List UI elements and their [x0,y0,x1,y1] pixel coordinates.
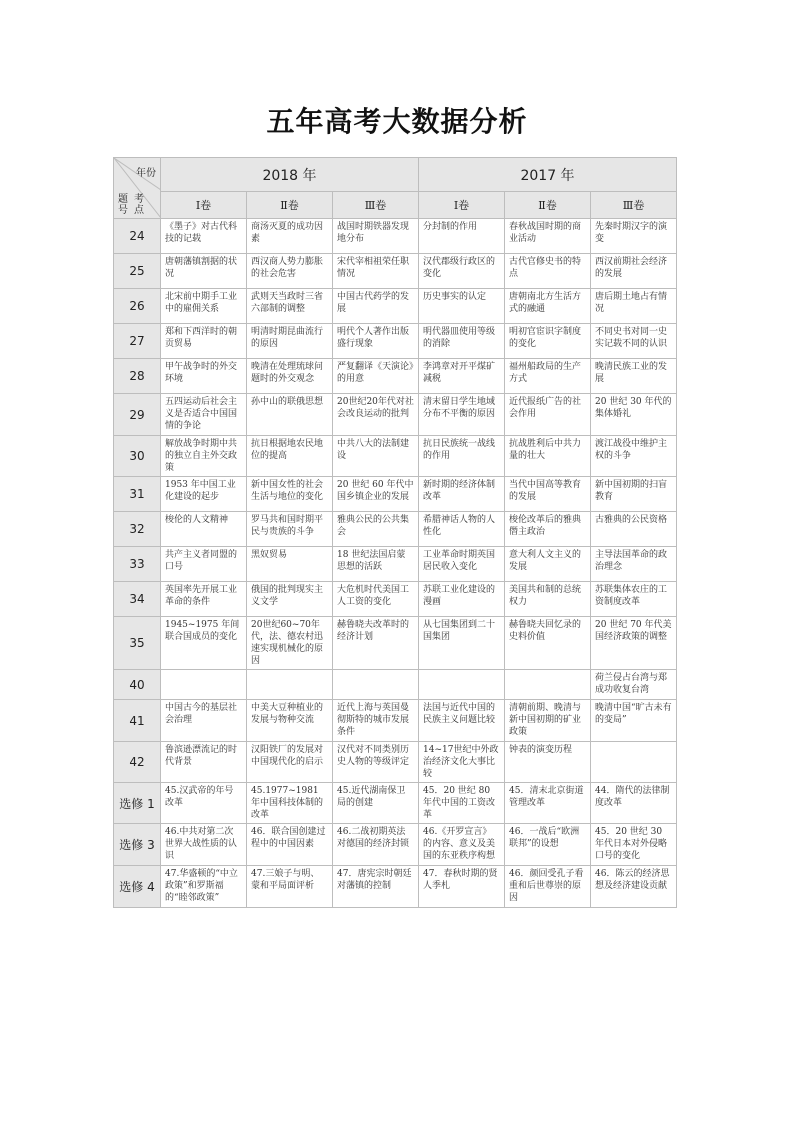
topic-cell [161,670,247,700]
topic-cell: 战国时期铁器发现地分布 [333,219,419,254]
topic-cell: 新中国女性的社会生活与地位的变化 [247,477,333,512]
topic-cell: 近代上海与英国曼彻斯特的城市发展条件 [333,700,419,742]
topic-cell: 郑和下西洋时的朝贡贸易 [161,324,247,359]
table-row [114,359,677,394]
question-number: 选修 3 [114,824,161,866]
corner-topic-label: 考 点 [134,194,144,216]
topic-cell [333,670,419,700]
table-row [114,254,677,289]
table-row [114,783,677,824]
topic-cell: 抗战胜利后中共力量的壮大 [505,436,591,477]
topic-cell: 47．春秋时期的贤人季札 [419,866,505,908]
volume-header: Ⅱ卷 [247,192,333,219]
table-row [114,824,677,866]
topic-cell: 47.华盛顿的“中立政策”和罗斯福的“睦邻政策” [161,866,247,908]
topic-cell: 44．隋代的法律制度改革 [591,783,677,824]
page-title: 五年高考大数据分析 [266,105,528,138]
topic-cell: 赫鲁晓夫改革时的经济计划 [333,617,419,670]
corner-year-label: 年份 [136,168,156,179]
topic-cell: 20 世纪 60 年代中国乡镇企业的发展 [333,477,419,512]
table-row [114,436,677,477]
topic-cell: 45.汉武帝的年号改革 [161,783,247,824]
question-number: 选修 4 [114,866,161,908]
topic-cell: 20世纪60~70年代，法、德农村迅速实现机械化的原因 [247,617,333,670]
topic-cell: 共产主义者同盟的口号 [161,547,247,582]
table-row [114,477,677,512]
topic-cell: 先秦时期汉字的演变 [591,219,677,254]
table-row [114,617,677,670]
topic-cell: 钟表的演变历程 [505,742,591,783]
topic-cell: 工业革命时期英国居民收入变化 [419,547,505,582]
year-header-2018: 2018 年 [161,158,419,192]
table-row [114,219,677,254]
table-row [114,670,677,700]
topic-cell: 46．颜回受孔子看重和后世尊崇的原因 [505,866,591,908]
topic-cell: 45．清末北京街道管理改革 [505,783,591,824]
volume-header: Ⅰ卷 [161,192,247,219]
topic-cell: 45．20 世纪 80 年代中国的工资改革 [419,783,505,824]
topic-cell: 抗日民族统一战线的作用 [419,436,505,477]
question-number: 35 [114,617,161,670]
table-row [114,324,677,359]
topic-cell: 意大利人文主义的发展 [505,547,591,582]
topic-cell: 商汤灭夏的成功因素 [247,219,333,254]
topic-cell: 46．一战后“欧洲联邦”的设想 [505,824,591,866]
topic-cell: 甲午战争时的外交环境 [161,359,247,394]
topic-cell: 希腊神话人物的人性化 [419,512,505,547]
topic-cell: 大危机时代美国工人工资的变化 [333,582,419,617]
table-row [114,547,677,582]
topic-cell: 晚清在处理琉球问题时的外交观念 [247,359,333,394]
topic-cell [505,670,591,700]
topic-cell: 47.三娘子与明、蒙和平局面评析 [247,866,333,908]
topic-cell: 雅典公民的公共集会 [333,512,419,547]
topic-cell: 五四运动后社会主义是否适合中国国情的争论 [161,394,247,436]
topic-cell [419,670,505,700]
question-number: 27 [114,324,161,359]
topic-cell: 孙中山的联俄思想 [247,394,333,436]
topic-cell: 47．唐宪宗时朝廷对藩镇的控制 [333,866,419,908]
table-row [114,742,677,783]
topic-cell: 新中国初期的扫盲教育 [591,477,677,512]
volume-header: Ⅲ卷 [591,192,677,219]
topic-cell: 中美大豆种植业的发展与物种交流 [247,700,333,742]
topic-cell: 美国共和制的总统权力 [505,582,591,617]
topic-cell: 分封制的作用 [419,219,505,254]
topic-cell: 45.1977~1981 年中国科技体制的改革 [247,783,333,824]
topic-cell: 当代中国高等教育的发展 [505,477,591,512]
topic-cell: 1945~1975 年间联合国成员的变化 [161,617,247,670]
topic-cell: 古代官修史书的特点 [505,254,591,289]
topic-cell: 45.近代湖南保卫局的创建 [333,783,419,824]
topic-cell: 1953 年中国工业化建设的起步 [161,477,247,512]
topic-cell: 苏联工业化建设的漫画 [419,582,505,617]
topic-cell: 宋代宰相祖荣任职情况 [333,254,419,289]
topic-cell: 武则天当政时三省六部制的调整 [247,289,333,324]
question-number: 选修 1 [114,783,161,824]
topic-cell: 梭伦的人文精神 [161,512,247,547]
table-row [114,394,677,436]
topic-cell: 李鸿章对开平煤矿减税 [419,359,505,394]
topic-cell [591,742,677,783]
topic-cell: 晚清中国“旷古未有的变局” [591,700,677,742]
topic-cell: 清朝前期、晚清与新中国初期的矿业政策 [505,700,591,742]
topic-cell: 古雅典的公民资格 [591,512,677,547]
topic-cell: 汉代对不同类别历史人物的等级评定 [333,742,419,783]
topic-cell: 罗马共和国时期平民与贵族的斗争 [247,512,333,547]
topic-cell: 46.中共对第二次世界大战性质的认识 [161,824,247,866]
topic-cell: 西汉前期社会经济的发展 [591,254,677,289]
topic-cell: 唐朝藩镇割据的状况 [161,254,247,289]
volume-header: Ⅰ卷 [419,192,505,219]
question-number: 30 [114,436,161,477]
topic-cell: 明清时期昆曲流行的原因 [247,324,333,359]
topic-cell: 明代器皿使用等级的消除 [419,324,505,359]
topic-cell: 明代个人著作出版盛行现象 [333,324,419,359]
question-number: 40 [114,670,161,700]
topic-cell: 中国古今的基层社会治理 [161,700,247,742]
question-number: 41 [114,700,161,742]
topic-cell: 黑奴贸易 [247,547,333,582]
topic-cell: 主导法国革命的政治理念 [591,547,677,582]
topic-cell: 《墨子》对古代科技的记载 [161,219,247,254]
topic-cell: 鲁滨逊漂流记的时代背景 [161,742,247,783]
topic-cell: 解放战争时期中共的独立自主外交政策 [161,436,247,477]
topic-cell: 45．20 世纪 30 年代日本对外侵略口号的变化 [591,824,677,866]
question-number: 34 [114,582,161,617]
table-row [114,700,677,742]
question-number: 29 [114,394,161,436]
topic-cell: 新时期的经济体制改革 [419,477,505,512]
topic-cell: 清末留日学生地域分布不平衡的原因 [419,394,505,436]
question-number: 24 [114,219,161,254]
topic-cell [247,670,333,700]
topic-cell: 晚清民族工业的发展 [591,359,677,394]
topic-cell: 赫鲁晓夫回忆录的史料价值 [505,617,591,670]
topic-cell: 46．陈云的经济思想及经济建设贡献 [591,866,677,908]
table-row [114,512,677,547]
topic-cell: 18 世纪法国启蒙思想的活跃 [333,547,419,582]
topic-cell: 汉阳铁厂的发展对中国现代化的启示 [247,742,333,783]
topic-cell: 抗日根据地农民地位的提高 [247,436,333,477]
topic-cell: 法国与近代中国的民族主义问题比较 [419,700,505,742]
topic-cell: 不同史书对同一史实记载不同的认识 [591,324,677,359]
topic-cell: 渡江战役中维护主权的斗争 [591,436,677,477]
topic-cell: 福州船政局的生产方式 [505,359,591,394]
topic-cell: 唐朝南北方生活方式的融通 [505,289,591,324]
year-header-2017: 2017 年 [419,158,677,192]
topic-cell: 严复翻译《天演论》的用意 [333,359,419,394]
table-row [114,289,677,324]
question-number: 25 [114,254,161,289]
topic-cell: 苏联集体农庄的工资制度改革 [591,582,677,617]
table-row [114,866,677,908]
volume-header: Ⅱ卷 [505,192,591,219]
topic-cell: 14~17世纪中外政治经济文化大事比较 [419,742,505,783]
question-number: 33 [114,547,161,582]
topic-cell: 46.二战初期英法对德国的经济封锁 [333,824,419,866]
topic-cell: 梭伦改革后的雅典僭主政治 [505,512,591,547]
topic-cell: 中共八大的法制建设 [333,436,419,477]
topic-cell: 从七国集团到二十国集团 [419,617,505,670]
topic-cell: 20 世纪 70 年代美国经济政策的调整 [591,617,677,670]
topic-cell: 汉代郡级行政区的变化 [419,254,505,289]
topic-cell: 荷兰侵占台湾与郑成功收复台湾 [591,670,677,700]
topic-cell: 唐后期土地占有情况 [591,289,677,324]
question-number: 31 [114,477,161,512]
question-number: 28 [114,359,161,394]
volume-header: Ⅲ卷 [333,192,419,219]
topic-cell: 西汉商人势力膨胀的社会危害 [247,254,333,289]
topic-cell: 明初官宦识字制度的变化 [505,324,591,359]
topic-cell: 春秋战国时期的商业活动 [505,219,591,254]
question-number: 26 [114,289,161,324]
topic-cell: 北宋前中期手工业中的雇佣关系 [161,289,247,324]
topic-cell: 46．联合国创建过程中的中国因素 [247,824,333,866]
table-row [114,582,677,617]
topic-cell: 近代报纸广告的社会作用 [505,394,591,436]
question-number: 42 [114,742,161,783]
topic-cell: 中国古代药学的发展 [333,289,419,324]
topic-cell: 20世纪20年代对社会改良运动的批判 [333,394,419,436]
table-corner-header [114,158,161,219]
topic-cell: 46.《开罗宣言》的内容、意义及美国的东亚秩序构想 [419,824,505,866]
corner-qnum-label: 题 号 [118,194,128,216]
topic-cell: 历史事实的认定 [419,289,505,324]
exam-analysis-table [113,157,677,908]
topic-cell: 俄国的批判现实主义文学 [247,582,333,617]
topic-cell: 20 世纪 30 年代的集体婚礼 [591,394,677,436]
question-number: 32 [114,512,161,547]
topic-cell: 英国率先开展工业革命的条件 [161,582,247,617]
